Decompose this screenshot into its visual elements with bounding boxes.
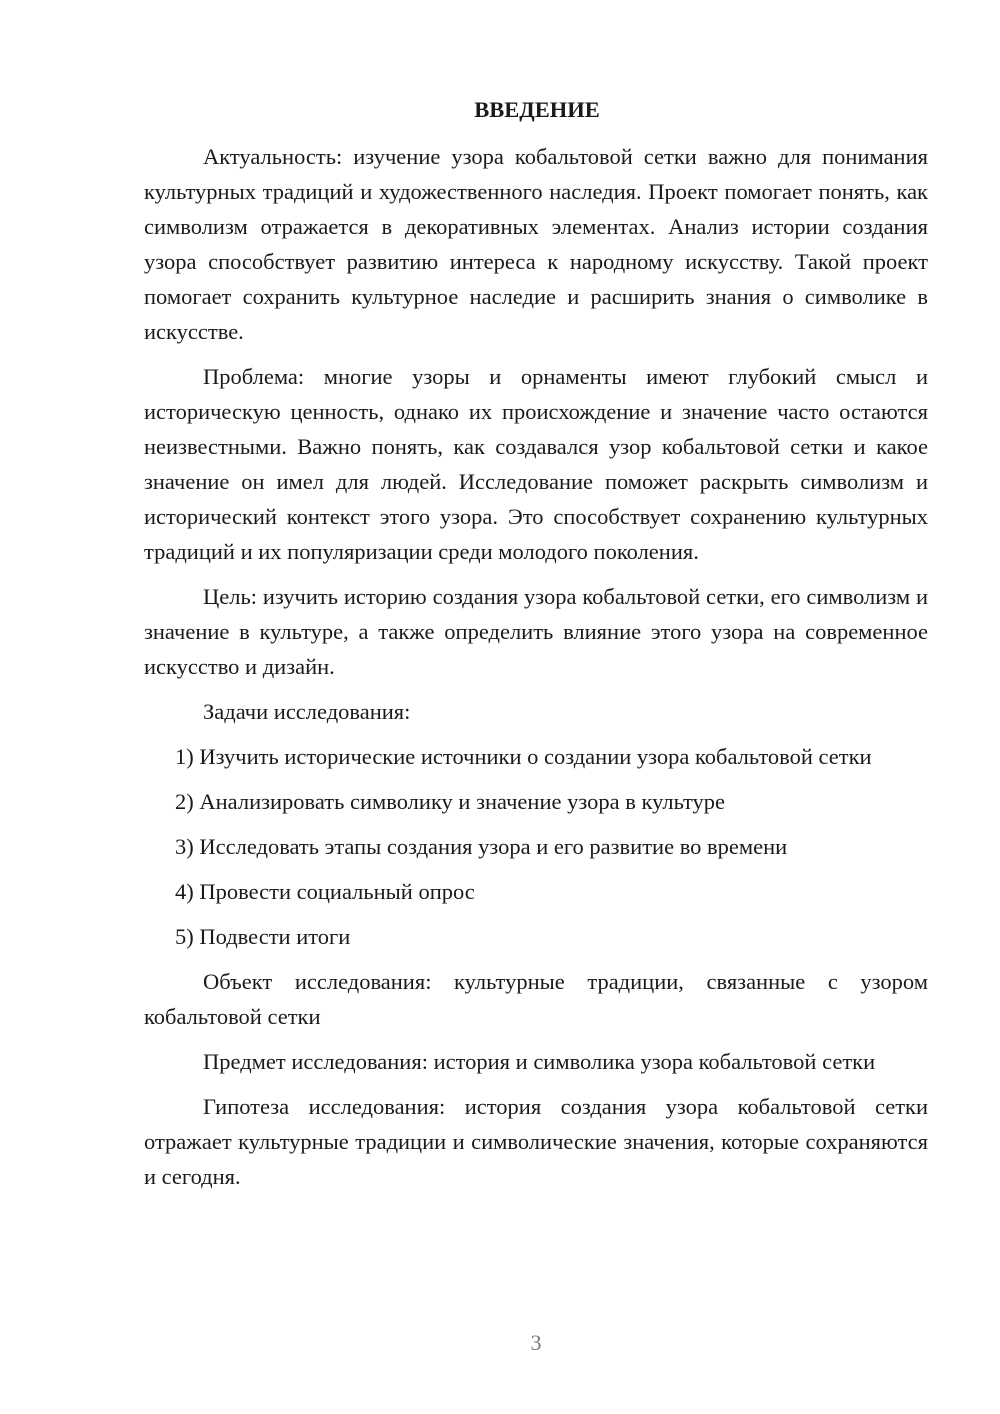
page-title: ВВЕДЕНИЕ <box>474 97 600 122</box>
research-subject-paragraph: Предмет исследования: история и символика узора кобальтовой сетки <box>203 1049 876 1074</box>
page-content <box>144 92 928 1204</box>
tasks-heading: Задачи исследования: <box>203 699 411 724</box>
task-item: 4) Провести социальный опрос <box>175 879 475 904</box>
problem-paragraph: Проблема: многие узоры и орнаменты имеют глубокий смысл и историческую ценность, однако их происхождение и значение часто остаются неизвестными. Важно понять, как создавался узор кобальтовой сетки и какое значение он имел для людей. Исследование поможет раскрыть символизм и исторический контекст этого узора. Это способствует сохранению культурных традиций и их популяризации среди молодого поколения. <box>144 364 928 564</box>
relevance-paragraph: Актуальность: изучение узора кобальтовой сетки важно для понимания культурных традиций и художественного наследия. Проект помогает понять, как символизм отражается в декоративных элементах. Анализ истории создания узора способствует развитию интереса к народному искусству. Такой проект помогает сохранить культурное наследие и расширить знания о символике в искусстве. <box>144 144 928 344</box>
goal-paragraph: Цель: изучить историю создания узора кобальтовой сетки, его символизм и значение в культуре, а также определить влияние этого узора на современное искусство и дизайн. <box>144 584 928 679</box>
task-item: 3) Исследовать этапы создания узора и его развитие во времени <box>175 834 788 859</box>
task-item: 2) Анализировать символику и значение узора в культуре <box>175 789 726 814</box>
tasks-list <box>144 739 928 954</box>
task-item: 1) Изучить исторические источники о создании узора кобальтовой сетки <box>175 744 872 769</box>
research-object-paragraph: Объект исследования: культурные традиции, связанные с узором кобальтовой сетки <box>144 969 928 1029</box>
hypothesis-paragraph: Гипотеза исследования: история создания узора кобальтовой сетки отражает культурные традиции и символические значения, которые сохраняются и сегодня. <box>144 1094 928 1189</box>
task-item: 5) Подвести итоги <box>175 924 351 949</box>
page-number: 3 <box>530 1330 542 1355</box>
